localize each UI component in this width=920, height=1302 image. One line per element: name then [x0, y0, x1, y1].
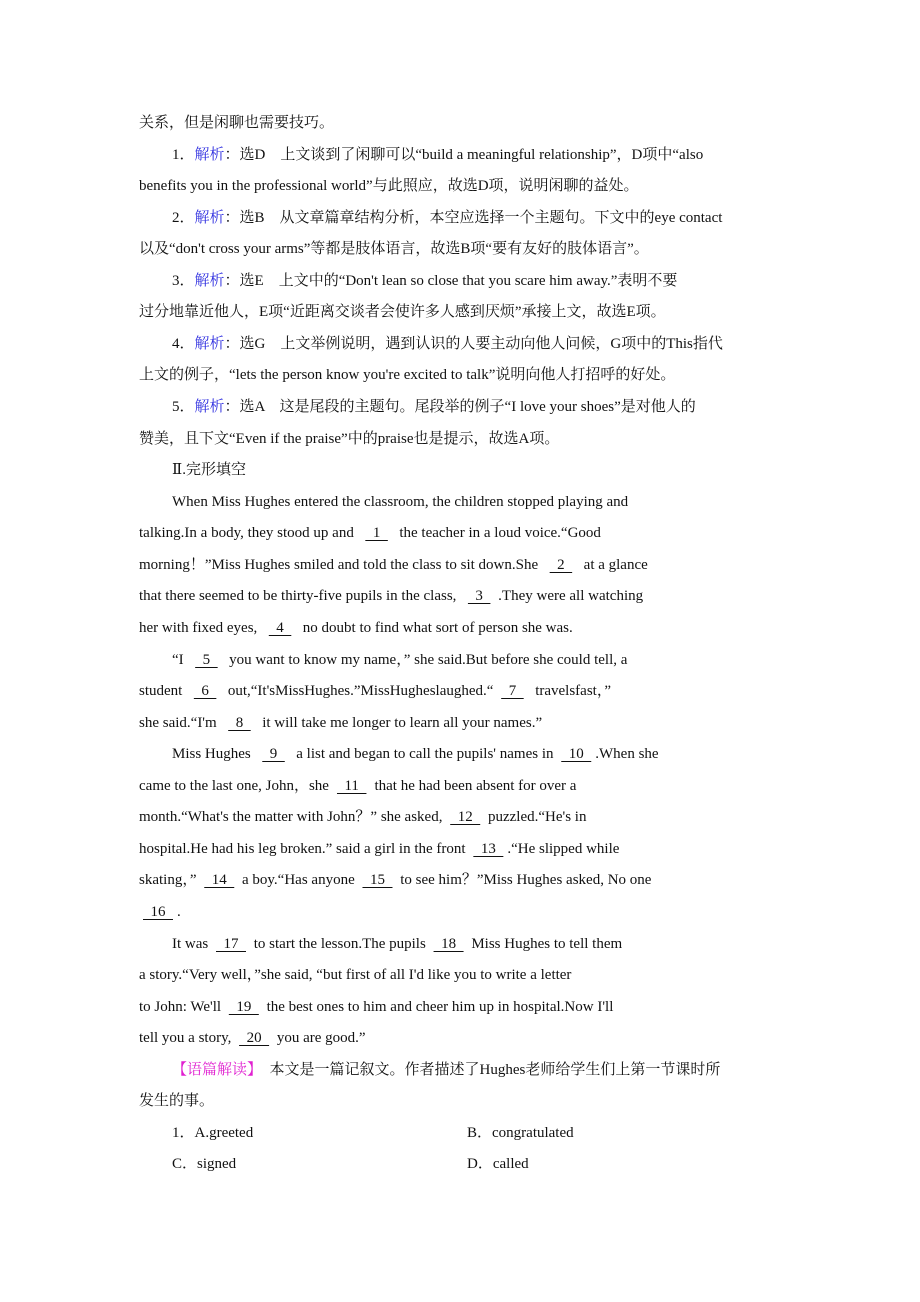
text-segment: 上文的例子，“lets the person know you're excited to talk”说明向他人打招呼的好处。: [139, 367, 676, 384]
cloze-blank-6: 6: [193, 683, 217, 700]
analysis-label: 解析: [194, 146, 225, 163]
analysis-label: 解析: [194, 399, 225, 416]
text-segment: she said.“I'm: [139, 714, 221, 731]
text-segment: morning！”Miss Hughes smiled and told the class to sit down.She: [139, 556, 542, 573]
text-line: [139, 112, 334, 134]
cloze-blank-15: 15: [362, 872, 393, 889]
text-segment: When Miss Hughes entered the classroom, the children stopped playing and: [172, 493, 629, 510]
cloze-blank-20: 20: [239, 1030, 270, 1047]
text-line: [172, 743, 659, 765]
text-segment: .“He slipped while: [507, 840, 620, 857]
text-segment: you want to know my name，” she said.But before she could tell, a: [225, 651, 628, 668]
text-segment: ：选B 从文章篇章结构分析，本空应选择一个主题句。下文中的eye contact: [224, 209, 723, 226]
text-segment: skating，”: [139, 872, 201, 889]
text-segment: came to the last one, John，she: [139, 777, 333, 794]
text-segment: the teacher in a loud voice.“Good: [395, 525, 601, 542]
text-segment: 3．: [172, 272, 195, 289]
text-line: [139, 1027, 366, 1049]
text-segment: It was: [172, 935, 212, 952]
text-segment: tell you a story,: [139, 1030, 236, 1047]
text-segment: C．signed: [172, 1156, 237, 1173]
text-line: [139, 428, 559, 450]
cloze-blank-16: 16: [143, 904, 173, 920]
text-segment: 本文是一篇记叙文。作者描述了Hughes老师给学生们上第一节课时所: [254, 1061, 721, 1078]
text-line: [172, 1153, 529, 1175]
text-segment: out,“It'sMissHughes.”MissHugheslaughed.“: [224, 683, 494, 700]
text-line: [139, 775, 576, 797]
cloze-blank-12: 12: [450, 809, 481, 826]
text-line: [172, 1059, 720, 1081]
text-segment: “I: [172, 651, 188, 668]
text-segment: ：选G 上文举例说明，遇到认识的人要主动向他人问候，G项中的This指代: [224, 335, 723, 352]
text-segment: benefits you in the professional world”与此照应，故选D项，说明闲聊的益处。: [139, 178, 639, 195]
text-line: [139, 806, 586, 828]
text-segment: Miss Hughes to tell them: [467, 935, 623, 952]
text-line: [172, 459, 246, 481]
text-line: [139, 554, 648, 576]
cloze-blank-9: 9: [262, 746, 285, 763]
text-line: [172, 207, 722, 229]
text-segment: at a glance: [579, 556, 648, 573]
cloze-blank-5: 5: [195, 651, 218, 668]
text-line: [139, 301, 666, 323]
cloze-blank-3: 3: [467, 588, 491, 605]
text-segment: a boy.“Has anyone: [238, 872, 359, 889]
text-segment: to start the lesson.The pupils: [250, 935, 430, 952]
analysis-label: 解析: [194, 272, 225, 289]
text-segment: 过分地靠近他人，E项“近距离交谈者会使许多人感到厌烦”承接上文，故选E项。: [139, 304, 666, 321]
cloze-blank-8: 8: [228, 714, 251, 731]
text-segment: her with fixed eyes,: [139, 619, 262, 636]
text-segment: 5．: [172, 399, 195, 416]
text-line: [172, 333, 723, 355]
text-line: [172, 649, 627, 671]
text-segment: ：选D 上文谈到了闲聊可以“build a meaningful relationship”，D项中“also: [224, 146, 704, 163]
cloze-blank-2: 2: [549, 556, 573, 573]
text-segment: a list and began to call the pupils' names in: [292, 746, 558, 763]
text-segment: that there seemed to be thirty-five pupils in the class,: [139, 588, 461, 605]
cloze-blank-1: 1: [365, 525, 388, 542]
text-segment: 2．: [172, 209, 195, 226]
text-segment: 发生的事。: [139, 1093, 215, 1110]
text-line: [139, 680, 611, 702]
text-line: [172, 144, 703, 166]
text-line: [172, 1122, 574, 1144]
text-line: [139, 964, 571, 986]
text-segment: you are good.”: [273, 1030, 366, 1047]
text-line: [139, 996, 613, 1018]
text-segment: student: [139, 683, 187, 700]
cloze-blank-4: 4: [268, 619, 292, 636]
text-segment: hospital.He had his leg broken.” said a girl in the front: [139, 840, 470, 857]
text-line: [139, 617, 573, 639]
answer-option: D．called: [467, 1156, 529, 1173]
cloze-blank-7: 7: [501, 683, 524, 700]
analysis-label: 解析: [194, 209, 225, 226]
text-line: [172, 270, 677, 292]
cloze-blank-14: 14: [204, 872, 235, 889]
text-line: [139, 712, 542, 734]
text-segment: it will take me longer to learn all your names.”: [258, 714, 543, 731]
reading-label: 【语篇解读】: [172, 1061, 255, 1078]
text-segment: the best ones to him and cheer him up in hospital.Now I'll: [262, 998, 614, 1015]
cloze-blank-18: 18: [433, 935, 464, 952]
text-segment: a story.“Very well，”she said, “but first of all I'd like you to write a letter: [139, 967, 572, 984]
text-segment: travelsfast，”: [531, 683, 611, 700]
text-segment: 1．: [172, 146, 195, 163]
text-segment: 1．A.greeted: [172, 1124, 254, 1141]
text-segment: no doubt to find what sort of person she was.: [299, 619, 573, 636]
text-line: [139, 238, 649, 260]
text-segment: 关系，但是闲聊也需要技巧。: [139, 115, 335, 131]
text-line: [139, 522, 601, 544]
text-segment: ：选E 上文中的“Don't lean so close that you scare him away.”表明不要: [224, 272, 678, 289]
cloze-blank-19: 19: [228, 998, 259, 1015]
text-segment: ：选A 这是尾段的主题句。尾段举的例子“I love your shoes”是对他人的: [224, 399, 696, 416]
text-segment: that he had been absent for over a: [370, 777, 577, 794]
text-line: [172, 396, 696, 418]
text-line: [139, 901, 181, 923]
text-line: [139, 175, 639, 197]
text-segment: .: [177, 904, 181, 920]
text-segment: to John: We'll: [139, 998, 225, 1015]
text-segment: month.“What's the matter with John？” she asked,: [139, 809, 447, 826]
text-segment: to see him？”Miss Hughes asked, No one: [396, 872, 652, 889]
cloze-blank-10: 10: [561, 746, 592, 763]
cloze-blank-13: 13: [473, 840, 504, 857]
text-segment: Ⅱ.完形填空: [172, 462, 246, 479]
text-line: [172, 933, 622, 955]
text-line: [139, 585, 643, 607]
text-line: [139, 869, 651, 891]
text-segment: 4．: [172, 335, 195, 352]
analysis-label: 解析: [194, 335, 225, 352]
text-line: [139, 838, 619, 860]
text-segment: .When she: [595, 746, 659, 763]
cloze-blank-11: 11: [336, 777, 367, 794]
text-line: [139, 1090, 214, 1112]
text-line: [172, 491, 628, 513]
answer-option: B．congratulated: [467, 1124, 574, 1141]
text-line: [139, 364, 675, 386]
cloze-blank-17: 17: [216, 935, 246, 952]
text-segment: Miss Hughes: [172, 746, 255, 763]
text-segment: .They were all watching: [498, 588, 644, 605]
text-segment: 赞美，且下文“Even if the praise”中的praise也是提示，故选A项。: [139, 430, 560, 447]
text-segment: talking.In a body, they stood up and: [139, 525, 358, 542]
text-segment: puzzled.“He's in: [484, 809, 587, 826]
text-segment: 以及“don't cross your arms”等都是肢体语言，故选B项“要有友好的肢体语言”。: [139, 241, 649, 258]
